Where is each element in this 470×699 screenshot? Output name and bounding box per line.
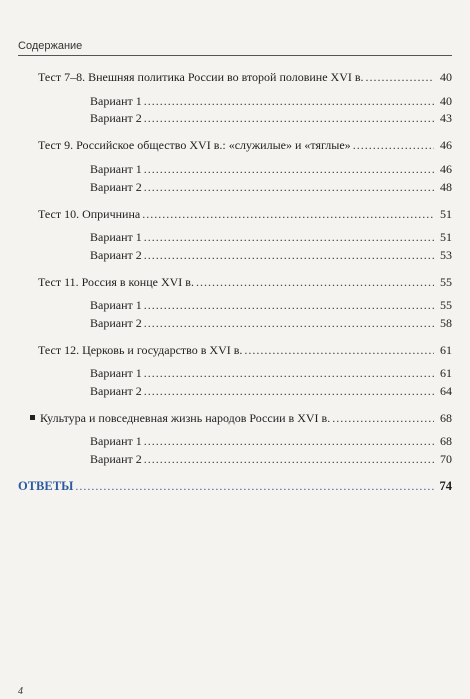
dot-leader (144, 94, 434, 108)
dot-leader (332, 411, 434, 425)
toc-entry-test (38, 138, 452, 152)
toc-entry-text: Вариант 2 (90, 384, 142, 398)
toc-entry-text: Тест 9. Российское общество XVI в.: «служилые» и «тяглые» (38, 138, 351, 152)
toc-entry-text: Вариант 2 (90, 452, 142, 466)
toc-entry-text: Тест 7–8. Внешняя политика России во второй половине XVI в. (38, 70, 364, 84)
toc-entry-variant (90, 94, 452, 108)
toc-entry-variant (90, 366, 452, 380)
toc-entry-text: Тест 11. Россия в конце XVI в. (38, 275, 194, 289)
toc-entry-variant (90, 316, 452, 330)
toc-entry-text: Вариант 1 (90, 434, 142, 448)
header-rule (18, 55, 452, 56)
toc-entry-label (90, 316, 142, 330)
dot-leader (144, 384, 434, 398)
toc-entry-page-number: 40 (440, 70, 452, 84)
toc-entry-page-number: 51 (440, 207, 452, 221)
toc-entry-text: Вариант 2 (90, 180, 142, 194)
toc-entry-section (30, 411, 452, 425)
toc-entry-label (90, 298, 142, 312)
toc-entry-variant (90, 111, 452, 125)
toc-entry-label (38, 275, 194, 289)
toc-entry-test (38, 207, 452, 221)
toc-entry-answers (18, 479, 452, 493)
toc-entry-label (90, 94, 142, 108)
toc-entry-label (38, 138, 351, 152)
toc-entry-page-number: 53 (440, 248, 452, 262)
toc-entry-text: ОТВЕТЫ (18, 479, 74, 493)
toc-entry-variant (90, 248, 452, 262)
toc-entry-text: Вариант 1 (90, 94, 142, 108)
toc-entry-page-number: 74 (439, 479, 452, 493)
toc-entry-variant (90, 434, 452, 448)
toc-entry-text: Вариант 1 (90, 230, 142, 244)
running-header: Содержание (18, 40, 83, 52)
dot-leader (144, 298, 434, 312)
toc-entry-page-number: 48 (440, 180, 452, 194)
toc-entry-text: Вариант 1 (90, 366, 142, 380)
dot-leader (144, 248, 434, 262)
page-number: 4 (18, 686, 23, 697)
toc-entry-variant (90, 180, 452, 194)
toc-entry-variant (90, 162, 452, 176)
toc-entry-label (90, 434, 142, 448)
toc-entry-test (38, 70, 452, 84)
toc-entry-page-number: 61 (440, 366, 452, 380)
toc-entry-label (90, 366, 142, 380)
toc-entry-text: Тест 12. Церковь и государство в XVI в. (38, 343, 243, 357)
dot-leader (196, 275, 434, 289)
toc-entry-text: Вариант 1 (90, 162, 142, 176)
dot-leader (144, 316, 434, 330)
toc-entry-variant (90, 452, 452, 466)
dot-leader (144, 230, 434, 244)
toc-entry-text: Вариант 2 (90, 316, 142, 330)
toc-entry-label (18, 479, 73, 493)
toc-entry-label (38, 343, 242, 357)
toc-entry-page-number: 64 (440, 384, 452, 398)
dot-leader (144, 366, 434, 380)
dot-leader (144, 162, 434, 176)
square-bullet-icon (30, 415, 35, 420)
toc-entry-page-number: 55 (440, 275, 452, 289)
toc-entry-label (90, 248, 142, 262)
toc-entry-page-number: 55 (440, 298, 452, 312)
toc-entry-page-number: 68 (440, 411, 452, 425)
dot-leader (353, 138, 434, 152)
toc-entry-label (90, 452, 142, 466)
toc-entry-page-number: 58 (440, 316, 452, 330)
toc-entry-page-number: 68 (440, 434, 452, 448)
toc-entry-page-number: 70 (440, 452, 452, 466)
toc-entry-page-number: 61 (440, 343, 452, 357)
toc-entry-label (90, 180, 142, 194)
toc-entry-page-number: 46 (440, 162, 452, 176)
dot-leader (144, 111, 434, 125)
toc-entry-label (90, 384, 142, 398)
toc-entry-label (38, 70, 364, 84)
toc-entry-label (90, 230, 142, 244)
toc-entry-text: Вариант 1 (90, 298, 142, 312)
toc-entry-text: Вариант 2 (90, 111, 142, 125)
dot-leader (244, 343, 434, 357)
toc-entry-variant (90, 384, 452, 398)
toc-entry-page-number: 43 (440, 111, 452, 125)
toc-entry-variant (90, 298, 452, 312)
toc-entry-page-number: 51 (440, 230, 452, 244)
dot-leader (142, 207, 434, 221)
toc-entry-variant (90, 230, 452, 244)
dot-leader (366, 70, 434, 84)
toc-entry-text: Культура и повседневная жизнь народов России в XVI в. (40, 411, 331, 425)
toc-entry-label (30, 411, 330, 425)
toc-entry-page-number: 46 (440, 138, 452, 152)
dot-leader (144, 180, 434, 194)
toc-entry-text: Вариант 2 (90, 248, 142, 262)
toc-entry-test (38, 275, 452, 289)
toc-entry-label (38, 207, 140, 221)
dot-leader (144, 434, 434, 448)
toc-entry-test (38, 343, 452, 357)
dot-leader (144, 452, 434, 466)
toc-entry-label (90, 111, 142, 125)
dot-leader (75, 479, 434, 493)
toc-entry-text: Тест 10. Опричнина (38, 207, 141, 221)
toc-entry-label (90, 162, 142, 176)
toc-entry-page-number: 40 (440, 94, 452, 108)
